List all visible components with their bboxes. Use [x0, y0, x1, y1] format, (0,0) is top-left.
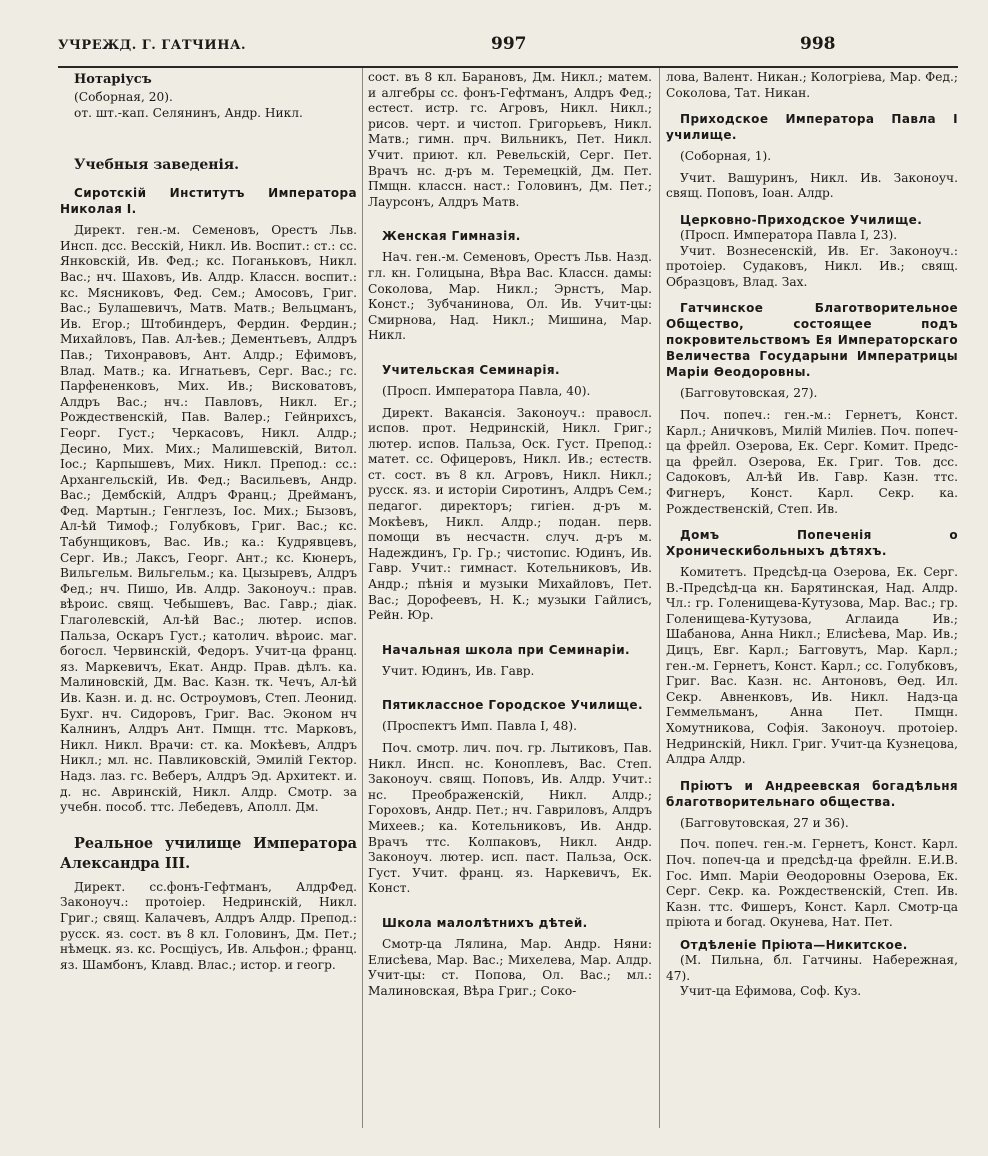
section-title-teachers-seminary: Учительская Семинарія.: [382, 362, 560, 377]
column-1: [60, 70, 357, 1130]
section-text-childrens-home: Комитетъ. Предсѣд-ца Озерова, Ек. Серг. В.-Предсѣд-ца кн. Барятинская, Над. Алдр. Чл.: гр. Голенищева-Кутузова, Мар. Вас.; гр. Голенищева-Кутузова, Аглаида Ив.; Шабанова, Анна Никл.; Елисѣева, Мар. Ив.; Дицъ, Евг. Карл.; Багговутъ, Мар. Карл.; ген.-м. Гернетъ, Конст. Карл.; сс. Голубковъ, Григ. Вас. Казн. нс. Антоновъ, Ѳед. Ил. Секр. Авненковъ, Ив. Никл. Надз-ца Геммельманъ, Анна Пет. Пмщн. Хомутникова, Софія. Законоуч. протоіер. Недринскій, Никл. Григ. Учит-ца Кузнецова, Алдра Алдр.: [666, 565, 958, 767]
section-text-parish-school: Учит. Вашуринъ, Никл. Ив. Законоуч. свящ. Поповъ, Іоан. Алдр.: [666, 170, 958, 201]
section-text-real-school: Директ. сс.фонъ-Гефтманъ, АлдрФед. Законоуч.: протоіер. Недринскій, Никл. Григ.; свящ. Калачевъ, Алдръ Алдр. Препод.: русск. яз. сост. въ 8 кл. Головинъ, Дм. Пет.; нѣмецк. яз. кс. Росщіусъ, Ив. Альфон.; франц. яз. Шамбонъ, Клавд. Влас.; истор. и геогр.: [60, 879, 357, 972]
section-address: (Просп. Императора Павла, 40).: [382, 383, 591, 398]
section-address: (Проспектъ Имп. Павла I, 48).: [382, 719, 577, 734]
section-text-charity-society: Поч. попеч.: ген.-м.: Гернетъ, Конст. Карл.; Аничковъ, Милій Миліев. Поч. попеч-ца фрейл. Озерова, Ек. Серг. Комит. Предс-ца фрейл. Озерова, Ек. Григ. Тов. дсс. Садоковъ, Ал-ѣй Ив. Гавр. Казн. ттс. Фигнеръ, Конст. Карл. Секр. ка. Рождественскій, Степ. Ив.: [666, 407, 958, 516]
section-text-infant-school: Смотр-ца Лялина, Мар. Андр. Няни: Елисѣева, Мар. Вас.; Михелева, Мар. Алдр. Учит-цы: ст. Попова, Ол. Вас.; мл.: Малиновская, Вѣра Григ.; Соко-: [368, 936, 652, 998]
section-text-womens-gymnasium: Нач. ген.-м. Семеновъ, Орестъ Льв. Назд. гл. кн. Голицына, Вѣра Вас. Классн. дамы: Соколова, Мар. Никл.; Эрнстъ, Мар. Конст.; Зубчанинова, Ол. Ив. Учит-цы: Смирнова, Над. Никл.; Мишина, Мар. Никл.: [368, 250, 652, 343]
section-title-primary-school: Начальная школа при Семинаріи.: [382, 642, 631, 657]
header-rule: [58, 66, 958, 68]
column-divider-1: [362, 68, 363, 1128]
running-head: УЧРЕЖД. Г. ГАТЧИНА.: [58, 38, 247, 53]
section-title-city-school: Пятиклассное Городское Училище.: [382, 698, 643, 713]
section-title-charity-society: Гатчинское Благотворительное Общество, состоящее подъ покровительствомъ Ея Императорскаго Величества Государыни Императрицы Маріи Ѳеодоровны.: [666, 301, 958, 380]
section-title-parish-school: Приходское Императора Павла I училище.: [666, 112, 958, 143]
section-title-real-school: Реальное училище Императора Александра III.: [60, 834, 357, 872]
page-header: [58, 28, 958, 64]
column-2: [368, 70, 652, 1130]
section-title-shelter-almshouse: Пріютъ и Андреевская богадѣльня благотворительнаго общества.: [666, 778, 958, 809]
section-address: (Багговутовская, 27 и 36).: [680, 815, 849, 830]
section-text-primary-school: Учит. Юдинъ, Ив. Гавр.: [382, 663, 535, 678]
section-text-nikitskoe-branch: Учит-ца Ефимова, Соф. Куз.: [680, 984, 862, 999]
section-title-nikitskoe-branch: Отдѣленіе Пріюта—Никитское.: [680, 937, 908, 952]
page-number-left: 997: [491, 34, 527, 54]
section-address: (Соборная, 20).: [74, 90, 173, 104]
section-text-teachers-seminary: Директ. Вакансія. Законоуч.: правосл. испов. прот. Недринскій, Никл. Григ.; лютер. испов. Пальза, Оск. Густ. Препод.: матет. сс. Офицеровъ, Никл. Ив.; естеств. ст. сост. въ 8 кл. Агровъ, Никл. Никл.; русск. яз. и исторіи Сиротинъ, Алдръ Сем.; педагог. директоръ; гигіен. д-ръ м. Мокѣевъ, Никл. Алдр.; подан. перв. помощи въ несчастн. случ. д-ръ м. Надеждинъ, Гр. Гр.; чистопис. Юдинъ, Ив. Гавр. Учит.: гимнаст. Котельниковъ, Ив. Андр.; пѣнія и музыки Михайловъ, Пет. Вас.; Дорофеевъ, Н. К.; музыки Гайлисъ, Рейн. Юр.: [368, 405, 652, 623]
section-title-notary: Нотаріусъ: [74, 72, 152, 87]
section-text-church-school: Учит. Вознесенскій, Ив. Ег. Законоуч.: протоіер. Судаковъ, Никл. Ив.; свящ. Образцовъ, Влад. Зах.: [666, 243, 958, 289]
section-address: (Соборная, 1).: [680, 149, 772, 164]
section-title-childrens-home: Домъ Попеченія о Хроническибольныхъ дѣтяхъ.: [666, 528, 958, 559]
section-title-infant-school: Школа малолѣтнихъ дѣтей.: [382, 915, 588, 930]
section-title-womens-gymnasium: Женская Гимназія.: [382, 229, 521, 244]
section-heading-schools: Учебныя заведенія.: [74, 157, 240, 174]
section-address: (Багговутовская, 27).: [680, 386, 818, 401]
section-text-continued: сост. въ 8 кл. Барановъ, Дм. Никл.; матем. и алгебры сс. фонъ-Гефтманъ, Алдръ Фед.; естест. истр. гс. Агровъ, Никл. Никл.; рисов. черт. и чистоп. Григорьевъ, Никл. Матв.; гимн. прч. Вильникъ, Пет. Никл. Учит. приют. кл. Ревельскій, Серг. Пет. Врачъ нс. д-ръ м. Теремецкій, Дм. Пет. Пмщн. классн. наст.: Головинъ, Дм. Пет.; Лаурсонъ, Алдръ Матв.: [368, 70, 652, 209]
page-number-right: 998: [800, 34, 836, 54]
section-entry: от. шт.-кап. Селянинъ, Андр. Никл.: [74, 105, 303, 120]
section-text-continued: лова, Валент. Никан.; Кологріева, Мар. Фед.; Соколова, Тат. Никан.: [666, 70, 958, 100]
column-3: [666, 70, 958, 1130]
column-divider-2: [659, 68, 660, 1128]
section-text-city-school: Поч. смотр. лич. поч. гр. Лытиковъ, Пав. Никл. Инсп. нс. Коноплевъ, Вас. Степ. Законоуч. свящ. Поповъ, Ив. Алдр. Учит.: нс. Преображенскій, Никл. Алдр.; Гороховъ, Андр. Пет.; нч. Гавриловъ, Алдръ Михеев.; ка. Котельниковъ, Ив. Андр. Врачъ ттс. Колпаковъ, Никл. Андр. Законоуч. лютер. исп. паст. Пальза, Оск. Густ. Учит. франц. яз. Наркевичъ, Ек. Конст.: [368, 741, 652, 896]
section-text-orphan-institute: Директ. ген.-м. Семеновъ, Орестъ Льв. Инсп. дсс. Весскій, Никл. Ив. Воспит.: ст.: сс. Янковскій, Ив. Фед.; кс. Поганьковъ, Никл. Вас.; нч. Шаховъ, Ив. Алдр. Классн. воспит.: кс. Мясниковъ, Фед. Сем.; Амосовъ, Григ. Вас.; Булашевичъ, Матв. Матв.; Вельцманъ, Ив. Егор.; Штобиндеръ, Фердин. Фердин.; Михайловъ, Пав. Ал-ѣев.; Дементьевъ, Алдръ Пав.; Тихонравовъ, Ант. Алдр.; Ефимовъ, Влад. Матв.; ка. Игнатьевъ, Серг. Вас.; гс. Парфененковъ, Мих. Ив.; Висковатовъ, Алдръ Вас.; нч.: Павловъ, Никл. Ег.; Рождественскій, Пав. Валер.; Гейнрихсъ, Георг. Густ.; Черкасовъ, Никл. Алдр.; Десино, Мих. Мих.; Малишевскій, Витол. Іос.; Карпышевъ, Мих. Никл. Препод.: сс.: Архангельскій, Ив. Фед.; Васильевъ, Андр. Вас.; Дембскій, Алдръ Франц.; Дрейманъ, Фед. Мартын.; Генглезъ, Іос. Мих.; Бызовъ, Ал-ѣй Тимоф.; Голубковъ, Григ. Вас.; кс. Табунщиковъ, Вас. Ив.; ка.: Кудрявцевъ, Серг. Ив.; Лаксъ, Георг. Ант.; кс. Кюнеръ, Вильгельм. Вильгельм.; ка. Цызыревъ, Алдръ Фед.; нч. Пишо, Ив. Алдр. Законоуч.: прав. вѣроис. свящ. Чебышевъ, Вас. Гавр.; діак. Глаголевскій, Ал-ѣй Вас.; лютер. испов. Пальза, Оскаръ Густ.; католич. вѣроис. маг. богосл. Червинскій, Федоръ. Учит-ца франц. яз. Маркевичъ, Екат. Андр. Прав. дѣлъ. ка. Малиновскій, Дм. Вас. Казн. тк. Чечъ, Ал-ѣй Ив. Казн. и. д. нс. Остроумовъ, Степ. Леонид. Бухг. нч. Сидоровъ, Григ. Вас. Эконом нч Калнинъ, Алдръ Ант. Пмщн. ттс. Марковъ, Никл. Никл. Врачи: ст. ка. Мокѣевъ, Алдръ Никл.; мл. нс. Павликовскій, Эмилій Гектор. Надз. лаз. гс. Веберъ, Алдръ Эд. Архитект. и. д. нс. Авринскій, Никл. Алдр. Смотр. за учебн. пособ. ттс. Лебедевъ, Аполл. Дм.: [60, 223, 357, 815]
section-address: (Просп. Императора Павла I, 23).: [680, 227, 898, 242]
section-title-orphan-institute: Сиротскій Институтъ Императора Николая I.: [60, 186, 357, 217]
section-address: (М. Пильна, бл. Гатчины. Набережная, 47).: [666, 952, 958, 983]
section-text-shelter-almshouse: Поч. попеч. ген.-м. Гернетъ, Конст. Карл. Поч. попеч-ца и предсѣд-ца фрейлн. Е.И.В. Гос. Имп. Маріи Ѳеодоровны Озерова, Ек. Серг. Секр. ка. Рождественскій, Степ. Ив. Казн. ттс. Фишеръ, Конст. Карл. Смотр-ца пріюта и богад. Окунева, Нат. Пет.: [666, 837, 958, 930]
section-title-church-school: Церковно-Приходское Училище.: [680, 212, 923, 227]
